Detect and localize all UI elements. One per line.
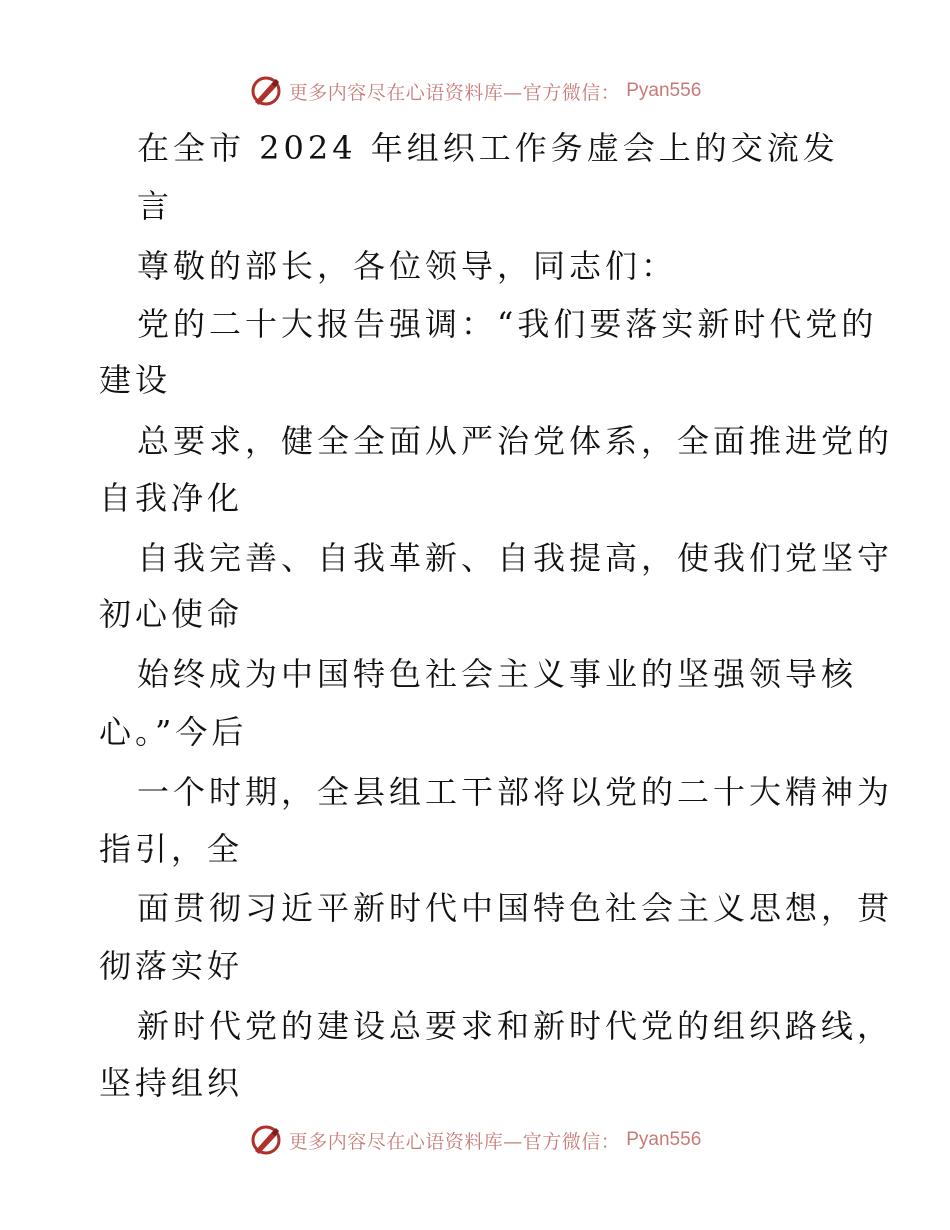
pen-logo-icon — [249, 74, 283, 108]
banner-wechat-id: Pyan556 — [626, 80, 702, 101]
paragraph-line: 指引，全 — [99, 830, 244, 868]
header-watermark-banner — [0, 71, 950, 111]
banner-text: 更多内容尽在心语资料库—官方微信： — [288, 1130, 621, 1153]
paragraph-line: 一个时期，全县组工干部将以党的二十大精神为 — [137, 773, 894, 811]
salutation-line: 尊敬的部长，各位领导，同志们： — [137, 247, 678, 285]
paragraph-line: 始终成为中国特色社会主义事业的坚强领导核 — [137, 655, 858, 693]
paragraph-line: 建设 — [99, 361, 172, 399]
footer-watermark-banner — [0, 1120, 950, 1160]
paragraph-line: 彻落实好 — [99, 947, 244, 985]
paragraph-line: 新时代党的建设总要求和新时代党的组织路线， — [137, 1007, 894, 1045]
paragraph-line: 初心使命 — [99, 595, 244, 633]
paragraph-line: 总要求，健全全面从严治党体系，全面推进党的 — [137, 422, 894, 460]
paragraph-line: 党的二十大报告强调：“我们要落实新时代党的 — [137, 305, 878, 343]
paragraph-line: 面贯彻习近平新时代中国特色社会主义思想，贯 — [137, 889, 894, 927]
pen-logo-icon — [249, 1123, 283, 1157]
banner-wechat-id: Pyan556 — [626, 1129, 702, 1150]
title-line-1: 在全市 2024 年组织工作务虚会上的交流发 — [137, 129, 839, 167]
paragraph-line: 心。”今后 — [99, 713, 248, 751]
paragraph-line: 自我净化 — [99, 479, 244, 517]
banner-text: 更多内容尽在心语资料库—官方微信： — [288, 81, 621, 104]
title-line-2: 言 — [137, 187, 174, 225]
paragraph-line: 坚持组织 — [99, 1064, 244, 1102]
paragraph-line: 自我完善、自我革新、自我提高，使我们党坚守 — [137, 539, 894, 577]
